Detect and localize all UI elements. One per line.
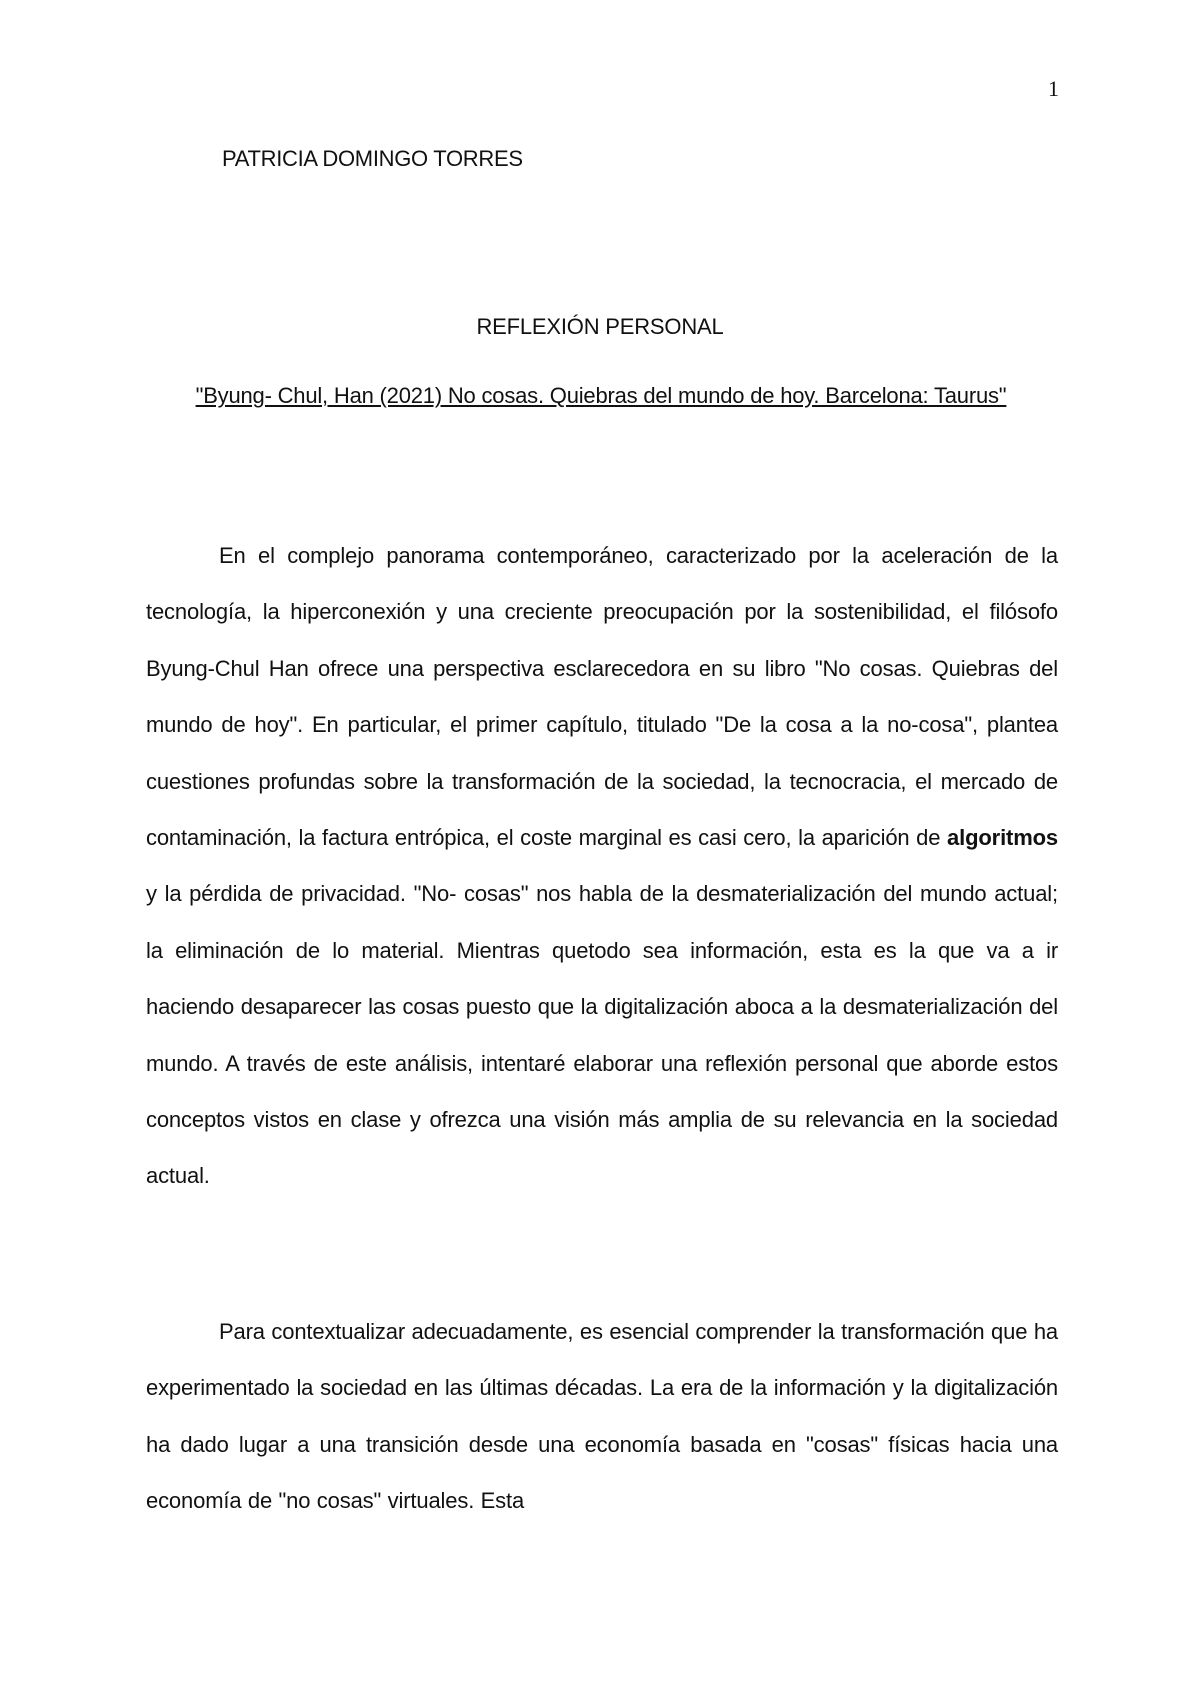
paragraph-text: y la pérdida de privacidad. "No- cosas" nos habla de la desmaterialización del mundo actual; la eliminación de lo material. Mientras quetodo sea información, esta es la que va a ir haciendo desaparecer las cosas puesto que la digitalización aboca a la desmaterialización del mundo. A través de este análisis, intentaré elaborar una reflexión personal que aborde estos conceptos vistos en clase y ofrezca una visión más amplia de su relevancia en la sociedad actual. xyxy=(146,881,1058,1189)
paragraph-context: Para contextualizar adecuadamente, es esencial comprender la transformación que ha experimentado la sociedad en las últimas décadas. La era de la información y la digitalización ha dado lugar a una transición desde una economía basada en "cosas" físicas hacia una economía de "no cosas" virtuales. Esta xyxy=(146,1319,1058,1514)
page-number: 1 xyxy=(1048,76,1059,101)
document-title: REFLEXIÓN PERSONAL xyxy=(476,314,724,339)
book-citation: "Byung- Chul, Han (2021) No cosas. Quiebras del mundo de hoy. Barcelona: Taurus" xyxy=(195,383,1007,408)
bold-term: algoritmos xyxy=(947,825,1058,851)
paragraph-introduction xyxy=(146,528,1058,1205)
paragraph-text: En el complejo panorama contemporáneo, caracterizado por la aceleración de la tecnología, la hiperconexión y una creciente preocupación por la sostenibilidad, el filósofo Byung-Chul Han ofrece una perspectiva esclarecedora en su libro "No cosas. Quiebras del mundo de hoy". En particular, el primer capítulo, titulado "De la cosa a la no-cosa", plantea cuestiones profundas sobre la transformación de la sociedad, la tecnocracia, el mercado de contaminación, la factura entrópica, el coste marginal es casi cero, la aparición de xyxy=(146,543,1058,851)
author-name: PATRICIA DOMINGO TORRES xyxy=(222,146,523,171)
